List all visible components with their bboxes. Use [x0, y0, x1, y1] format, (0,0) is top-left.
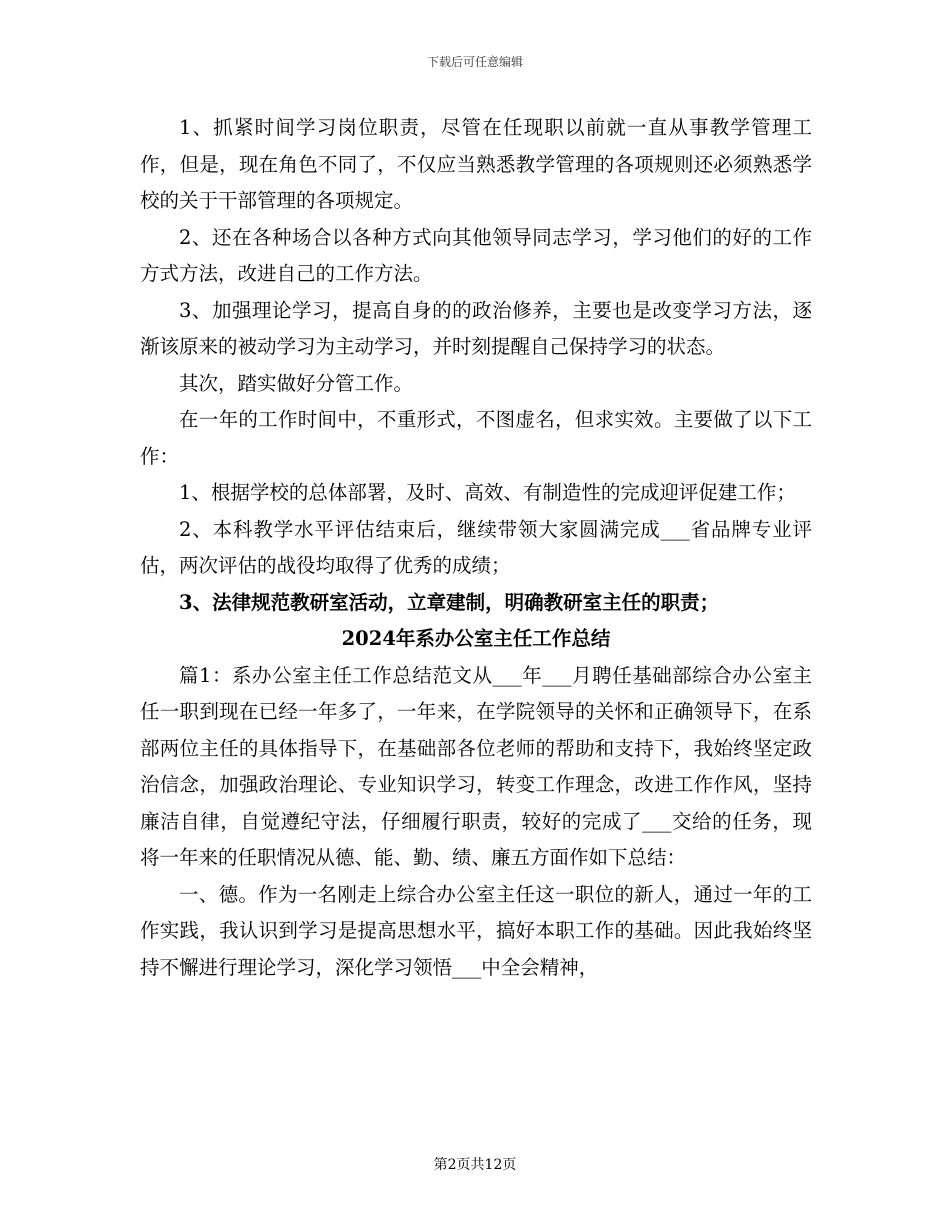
paragraph-theory-study: 3、加强理论学习，提高自身的的政治修养，主要也是改变学习方法，逐渐该原来的被动学习为主动学习，并时刻提醒自己保持学习的状态。 — [140, 298, 812, 358]
document-body — [140, 110, 812, 986]
paragraph-teaching-office-rules: 3、法律规范教研室活动，立章建制，明确教研室主任的职责； — [179, 590, 720, 614]
paragraph-second-point: 其次，踏实做好分管工作。 — [179, 371, 414, 395]
paragraph-learn-from-leaders: 2、还在各种场合以各种方式向其他领导同志学习，学习他们的好的工作方式方法，改进自己的工作方法。 — [140, 225, 812, 285]
section-title: 2024年系办公室主任工作总结 — [341, 627, 611, 650]
page-footer: 第2页共12页 — [433, 1157, 517, 1173]
paragraph-evaluation-work: 1、根据学校的总体部署，及时、高效、有制造性的完成迎评促建工作； — [179, 481, 796, 504]
paragraph-work-summary-intro: 在一年的工作时间中，不重形式，不图虚名，但求实效。主要做了以下工作： — [140, 408, 812, 468]
paragraph-brand-evaluation: 2、本科教学水平评估结束后，继续带领大家圆满完成___省品牌专业评估，两次评估的战役均取得了优秀的成绩； — [140, 517, 812, 577]
page-header: 下载后可任意编辑 — [426, 55, 523, 69]
paragraph-study-duties: 1、抓紧时间学习岗位职责，尽管在任现职以前就一直从事教学管理工作，但是，现在角色不同了，不仅应当熟悉教学管理的各项规则还必须熟悉学校的关于干部管理的各项规定。 — [140, 116, 812, 212]
paragraph-section-intro: 篇1：系办公室主任工作总结范文从___年___月聘任基础部综合办公室主任一职到现在已经一年多了，一年来，在学院领导的关怀和正确领导下，在系部两位主任的具体指导下，在基础部各位老师的帮助和支持下，我始终坚定政治信念，加强政治理论、专业知识学习，转变工作理念，改进工作作风，坚持廉洁自律，自觉遵纪守法，仔细履行职责，较好的完成了___交给的任务，现将一年来的任职情况从德、能、勤、绩、廉五方面作如下总结： — [140, 663, 812, 869]
paragraph-virtue: 一、德。作为一名刚走上综合办公室主任这一职位的新人，通过一年的工作实践，我认识到学习是提高思想水平，搞好本职工作的基础。因此我始终坚持不懈进行理论学习，深化学习领悟___中全会精神， — [140, 882, 812, 979]
